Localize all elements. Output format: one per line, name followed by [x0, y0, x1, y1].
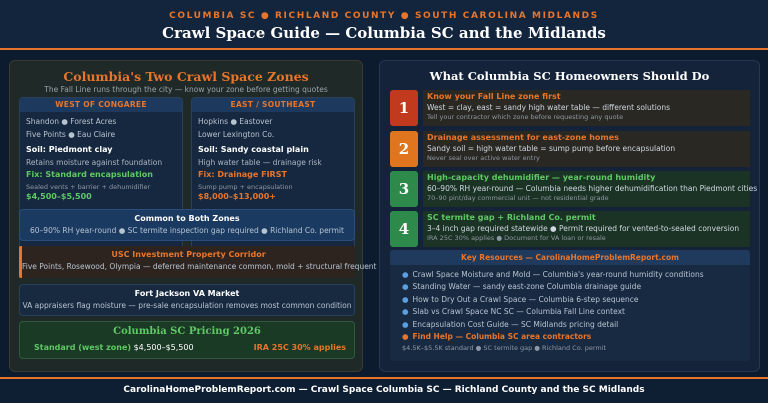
step-title: High-capacity dehumidifier — year-round humidity: [427, 173, 656, 182]
header-kicker: COLUMBIA SC ● RICHLAND COUNTY ● SOUTH CAROLINA MIDLANDS: [169, 11, 599, 21]
resource-link[interactable]: ● How to Dry Out a Crawl Space — Columbia 6-step sequence: [402, 294, 639, 304]
resource-link[interactable]: ● Encapsulation Cost Guide — SC Midlands pricing detail: [402, 319, 619, 329]
zone-east-desc: High water table — drainage risk: [198, 157, 322, 167]
resources-list: [390, 265, 750, 343]
zone-west-desc: Retains moisture against foundation: [26, 157, 163, 167]
zone-east-locations-2: Lower Lexington Co.: [198, 129, 275, 139]
zone-west-soil: Soil: Piedmont clay: [26, 145, 113, 155]
step-note: 70–90 pint/day commercial unit — not residential grade: [427, 194, 609, 202]
zone-east-soil: Soil: Sandy coastal plain: [198, 145, 309, 155]
bullet-icon: ●: [402, 282, 409, 292]
zone-east-price: $8,000–$13,000+: [198, 191, 277, 201]
zone-west-locations-1: Shandon ● Forest Acres: [26, 117, 117, 126]
step-note: IRA 25C 30% applies ● Document for VA loan or resale: [427, 234, 606, 242]
step-desc: Sandy soil = high water table = sump pump before encapsulation: [427, 144, 676, 153]
zones-title: Columbia's Two Crawl Space Zones: [63, 69, 309, 84]
pricing-ira: IRA 25C 30% applies: [253, 343, 346, 352]
step-title: Know your Fall Line zone first: [427, 92, 561, 101]
pricing-value: $4,500–$5,500: [133, 343, 194, 352]
pricing-title: Columbia SC Pricing 2026: [113, 326, 261, 337]
zone-west-locations-2: Five Points ● Eau Claire: [26, 129, 116, 139]
page-title: Crawl Space Guide — Columbia SC and the Midlands: [162, 24, 606, 42]
fort-jackson-box: [19, 284, 355, 316]
resources-footer: $4.5K–$5.5K standard ● SC termite gap ● Richland Co. permit: [402, 344, 607, 353]
step-3: [390, 171, 758, 207]
zone-west-note: Sealed vents + barrier + dehumidifier: [26, 182, 151, 191]
usc-corridor-title: USC Investment Property Corridor: [111, 250, 266, 259]
resource-link[interactable]: ● Slab vs Crawl Space NC SC — Columbia Fall Line context: [402, 307, 625, 317]
bullet-icon: ●: [402, 332, 409, 342]
step-number: 2: [390, 131, 418, 167]
common-zones-title: Common to Both Zones: [134, 214, 240, 223]
step-number: 4: [390, 211, 418, 247]
step-note: Never seal over active water entry: [427, 154, 540, 162]
fort-jackson-desc: VA appraisers flag moisture — pre-sale encapsulation removes most common condition: [22, 301, 352, 310]
bullet-icon: ●: [402, 270, 409, 279]
zone-east-locations-1: Hopkins ● Eastover: [198, 117, 273, 126]
step-4: [390, 211, 750, 247]
resources-box: [390, 250, 750, 361]
usc-corridor-desc: Five Points, Rosewood, Olympia — deferred maintenance common, mold + structural frequent: [22, 262, 377, 271]
resources-heading: Key Resources — CarolinaHomeProblemReport.com: [390, 250, 750, 265]
bullet-icon: ●: [402, 294, 409, 304]
step-number: 1: [390, 90, 418, 126]
step-title: Drainage assessment for east-zone homes: [427, 133, 619, 142]
step-desc: West = clay, east = sandy high water table — different solutions: [427, 103, 671, 112]
zone-west-price: $4,500–$5,500: [26, 191, 92, 201]
zone-east-fix: Fix: Drainage FIRST: [198, 170, 287, 180]
resource-link[interactable]: ● Crawl Space Moisture and Mold — Columbia's year-round humidity conditions: [402, 270, 704, 279]
zone-east-note: Sump pump + encapsulation: [198, 182, 293, 191]
page-header: [0, 0, 768, 50]
zones-subtitle: The Fall Line runs through the city — know your zone before getting quotes: [44, 85, 328, 94]
bullet-icon: ●: [402, 307, 409, 317]
common-zones-desc: 60–90% RH year-round ● SC termite inspection gap required ● Richland Co. permit: [30, 226, 344, 235]
pricing-label: Standard (west zone): [34, 343, 132, 352]
step-title: SC termite gap + Richland Co. permit: [427, 213, 596, 222]
step-number: 3: [390, 171, 418, 207]
pricing-box: [19, 321, 355, 359]
step-desc: 60–90% RH year-round — Columbia needs higher dehumidification than Piedmont cities: [427, 184, 758, 193]
usc-corridor-box: [19, 246, 377, 278]
step-note: Tell your contractor which zone before requesting any quote: [427, 113, 624, 121]
step-2: [390, 131, 750, 167]
fort-jackson-title: Fort Jackson VA Market: [134, 289, 240, 298]
actions-title: What Columbia SC Homeowners Should Do: [429, 69, 710, 83]
step-1: [390, 90, 750, 126]
zone-west-heading: WEST OF CONGAREE: [20, 98, 182, 112]
common-zones-box: [19, 209, 355, 241]
bullet-icon: ●: [402, 319, 409, 329]
pricing-standard: [34, 343, 194, 352]
actions-panel: [379, 60, 760, 372]
zone-east-heading: EAST / SOUTHEAST: [192, 98, 354, 112]
resource-link[interactable]: ● Standing Water — sandy east-zone Columbia drainage guide: [402, 282, 642, 292]
zone-west-fix: Fix: Standard encapsulation: [26, 170, 153, 180]
resource-link-find-help[interactable]: ● Find Help — Columbia SC area contractors: [402, 332, 592, 342]
zones-panel: [9, 60, 377, 372]
page-footer: CarolinaHomeProblemReport.com — Crawl Space Columbia SC — Richland County and the SC Midlands: [0, 377, 768, 403]
step-desc: 3–4 inch gap required statewide ● Permit required for vented-to-sealed conversion: [427, 224, 740, 233]
